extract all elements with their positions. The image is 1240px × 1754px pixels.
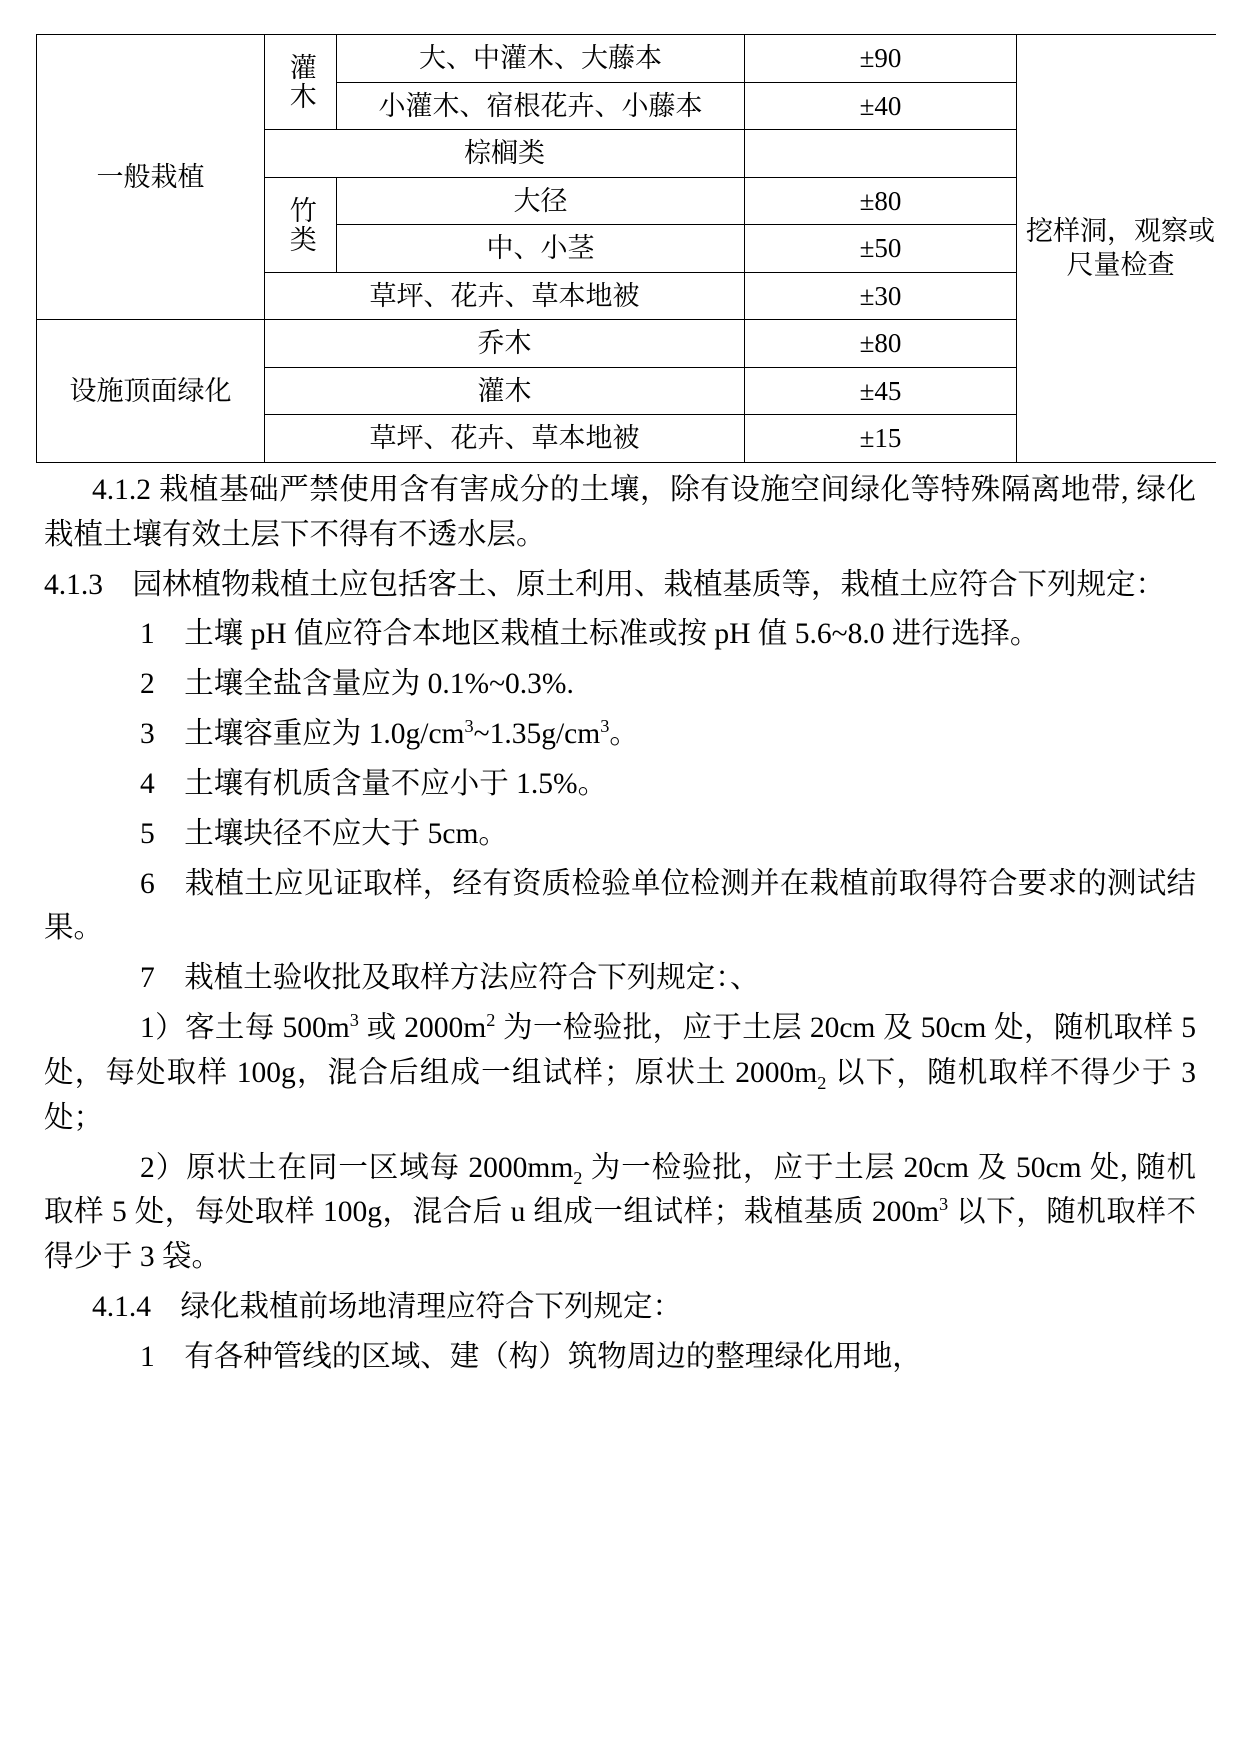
list-item-7-2-sub1: 2 (573, 1167, 583, 1188)
paragraph-4-1-2: 4.1.2 栽植基础严禁使用含有害成分的土壤，除有设施空间绿化等特殊隔离地带, 绿化栽植土壤有效土层下不得有不透水层。 (44, 473, 1196, 551)
cell-category-rooftop: 设施顶面绿化 (37, 320, 265, 463)
cell-item-lawn: 草坪、花卉、草本地被 (265, 272, 745, 320)
list-item-6: 6 栽植土应见证取样，经有资质检验单位检测并在栽植前取得符合要求的测试结果。 (44, 867, 1196, 945)
cell-tolerance-80b: ±80 (745, 320, 1017, 368)
list-item-7-1-c: 为一检验批，应于土层 20cm 及 50cm 处，随机取样 5 处，每处取样 100g，混合后组成一组试样；原状土 2000m (44, 1012, 1196, 1089)
list-item-7-2-sup1: 3 (939, 1194, 949, 1215)
cell-tolerance-45: ±45 (745, 367, 1017, 415)
cell-item-large-diameter: 大径 (337, 177, 745, 225)
cell-tolerance-40: ±40 (745, 82, 1017, 130)
paragraph-4-1-3: 4.1.3 园林植物栽植土应包括客土、原土利用、栽植基质等，栽植土应符合下列规定： (44, 568, 1166, 601)
cell-tolerance-80: ±80 (745, 177, 1017, 225)
list-item-7-1 (44, 1006, 1196, 1140)
list-item-7-2-c: 以下，随机取样不得少于 3 袋。 (44, 1196, 1196, 1274)
tolerance-table (36, 34, 1216, 463)
list-item-3-mid: ~1.35g/cm (473, 718, 601, 751)
cell-item-mid-small-stem: 中、小茎 (337, 225, 745, 273)
list-item-7-1-sup2: 2 (486, 1010, 496, 1031)
list-item-4-1-4-1: 1 有各种管线的区域、建（构）筑物周边的整理绿化用地， (140, 1340, 922, 1373)
cell-tolerance-palm (745, 130, 1017, 178)
list-item-3-pre: 3 土壤容重应为 1.0g/cm (140, 718, 465, 751)
list-item-7: 7 栽植土验收批及取样方法应符合下列规定：、 (140, 962, 760, 995)
table-row (37, 35, 1217, 83)
list-item-2: 2 土壤全盐含量应为 0.1%~0.3%. (140, 668, 574, 701)
list-item-1: 1 土壤 pH 值应符合本地区栽植土标准或按 pH 值 5.6~8.0 进行选择。 (140, 618, 1040, 651)
document-body (0, 468, 1240, 1380)
cell-tolerance-15: ±15 (745, 415, 1017, 463)
list-item-3-sup1: 3 (464, 716, 474, 737)
cell-item-big-shrub: 大、中灌木、大藤本 (337, 35, 745, 83)
cell-group-bamboo: 竹类 (265, 177, 337, 272)
cell-tolerance-50: ±50 (745, 225, 1017, 273)
cell-item-tree: 乔木 (265, 320, 745, 368)
list-item-7-1-d: 以下，随机取样不得少于 3 处； (44, 1056, 1196, 1134)
list-item-3 (44, 712, 1196, 757)
cell-tolerance-90: ±90 (745, 35, 1017, 83)
list-item-7-1-b: 或 2000m (358, 1012, 487, 1045)
list-item-7-1-sup1: 3 (349, 1010, 359, 1031)
list-item-4: 4 土壤有机质含量不应小于 1.5%。 (140, 767, 608, 800)
cell-item-shrub: 灌木 (265, 367, 745, 415)
cell-group-shrub: 灌木 (265, 35, 337, 130)
paragraph-4-1-4: 4.1.4 绿化栽植前场地清理应符合下列规定： (92, 1291, 683, 1323)
tolerance-table-wrapper (36, 34, 1216, 463)
list-item-7-1-sub1: 2 (817, 1072, 827, 1093)
cell-category-general: 一般栽植 (37, 35, 265, 320)
list-item-5: 5 土壤块径不应大于 5cm。 (140, 817, 508, 850)
list-item-7-2-a: 2）原状土在同一区域每 2000mm (140, 1151, 574, 1184)
cell-inspection-method: 挖样洞，观察或尺量检查 (1017, 35, 1217, 463)
cell-item-lawn2: 草坪、花卉、草本地被 (265, 415, 745, 463)
list-item-3-sup2: 3 (600, 716, 610, 737)
list-item-7-2-b: 为一检验批，应于土层 20cm 及 50cm 处, 随机取样 5 处，每处取样 100g，混合后 u 组成一组试样；栽植基质 200m (44, 1151, 1196, 1229)
list-item-7-1-a: 1）客土每 500m (140, 1012, 350, 1045)
cell-item-small-shrub: 小灌木、宿根花卉、小藤本 (337, 82, 745, 130)
list-item-7-2 (44, 1146, 1196, 1280)
cell-item-palm: 棕榈类 (265, 130, 745, 178)
list-item-3-post: 。 (609, 718, 639, 751)
cell-tolerance-30: ±30 (745, 272, 1017, 320)
